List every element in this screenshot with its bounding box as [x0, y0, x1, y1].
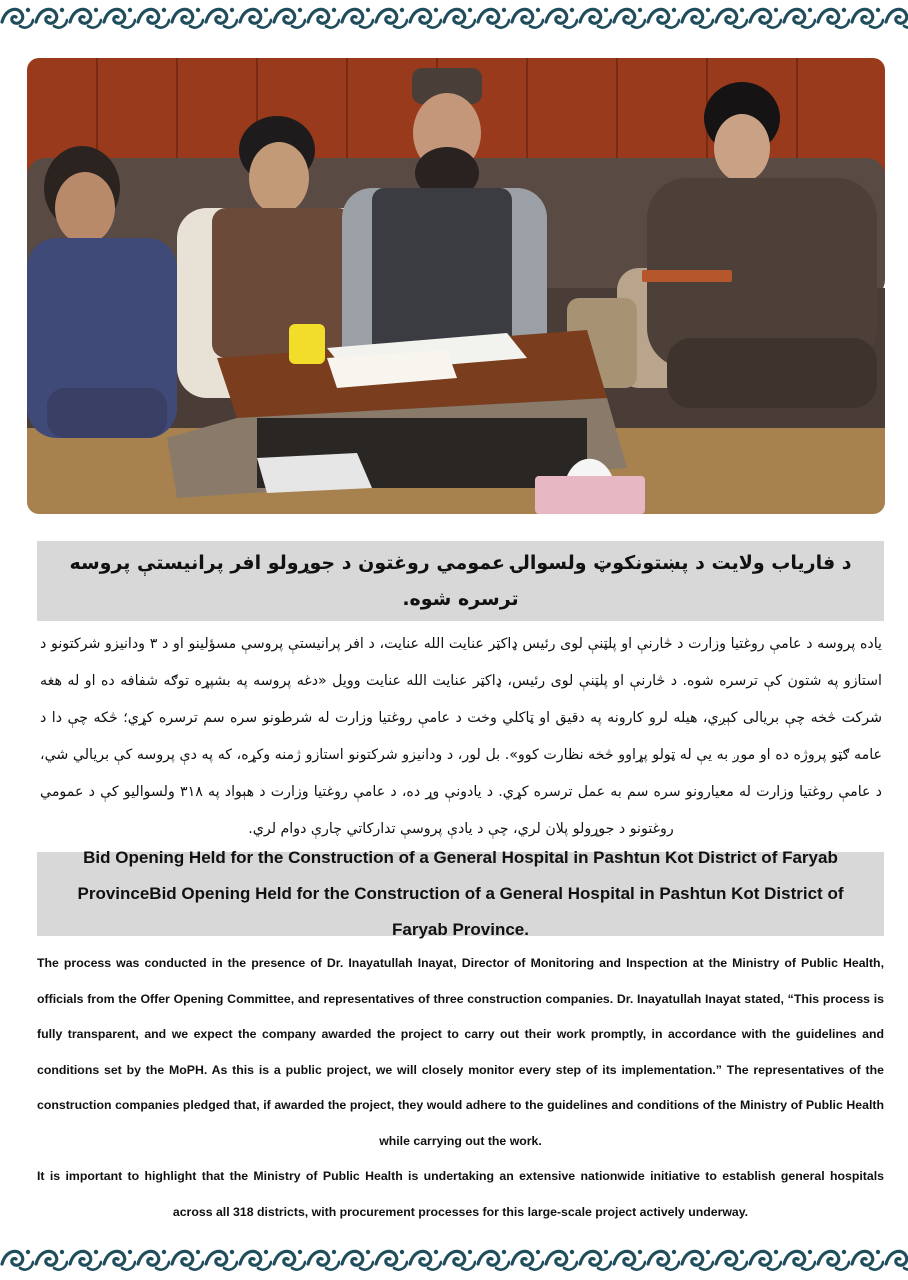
english-paragraph-1: The process was conducted in the presence of Dr. Inayatullah Inayat, Director of Monitoring and Inspection at the Ministry of Public Health, officials from the Offer Opening Committee, and representatives of three construction companies. Dr. Inayatullah Inayat stated, “This process is fully transparent, and we expect the company awarded the project to carry out their work promptly, in accordance with the guidelines and conditions set by the MoPH. As this is a public project, we will closely monitor every step of its implementation.” The representatives of the construction companies pledged that, if awarded the project, they would adhere to the guidelines and conditions of the Ministry of Public Health while carrying out the work. — [37, 956, 884, 1148]
english-headline: Bid Opening Held for the Construction of a General Hospital in Pashtun Kot District of Faryab ProvinceBid Opening Held for the Construction of a General Hospital in Pashtun Kot District of Faryab Province. — [37, 852, 884, 936]
decorative-top-border — [0, 0, 908, 34]
english-article-body — [37, 946, 884, 1230]
pashto-article-body — [40, 626, 882, 848]
pashto-paragraph: یاده پروسه د عامې روغتیا وزارت د څارنې او پلټنې لوی رئیس ډاکټر عنایت الله عنایت، د افر پرانیستې پروسې مسؤلینو او د ۳ ودانیزو شرکتونو د استازو په شتون کې ترسره شوه. د څارنې او پلټنې لوی رئیس، ډاکټر عنایت الله عنایت وویل «دغه پروسه په بشپړه توګه شفافه ده او له هغه شرکت څخه چې بریالی کېږي، هیله لرو کارونه په دقیق او ټاکلي وخت د عامې روغتیا وزارت له شرطونو سره سم ترسره کړي؛ څکه چې دا د عامه ګټو پروژه ده او موږ به یې له ټولو پړاوو څخه نظارت کوو». بل لور، د ودانیزو شرکتونو استازو ژمنه وکړه، که په دې پروسه کې بریالي شي، د عامې روغتیا وزارت له معیارونو سره سم به عمل ترسره کړي. د یادونې وړ ده، د عامې روغتیا وزارت د هېواد په ۳۱۸ ولسوالیو کې د عمومي روغتونو د جوړولو پلان لري، چې د یادې پروسې تدارکاتي چارې دوام لري. — [40, 636, 882, 837]
decorative-bottom-border — [0, 1242, 908, 1276]
pashto-headline: د فاریاب ولایت د پښتونکوټ ولسوالۍ عمومي روغتون د جوړولو افر پرانیستې پروسه ترسره شوه. — [37, 541, 884, 621]
english-paragraph-2: It is important to highlight that the Ministry of Public Health is undertaking an extensive nationwide initiative to establish general hospitals across all 318 districts, with procurement processes for this large-scale project actively underway. — [37, 1169, 884, 1219]
meeting-photo — [27, 58, 885, 514]
